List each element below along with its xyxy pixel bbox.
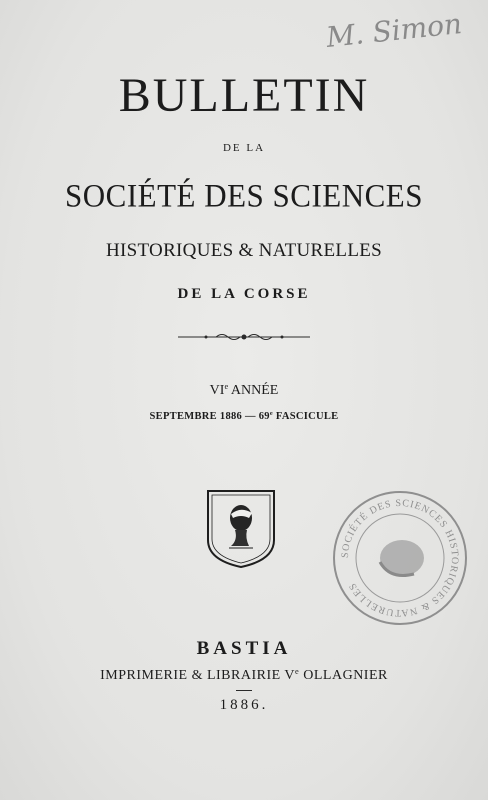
ornamental-rule bbox=[176, 330, 312, 344]
printer-name: OLLAGNIER bbox=[303, 668, 388, 684]
printer-prefix: IMPRIMERIE & LIBRAIRIE V bbox=[100, 668, 296, 684]
year-word: ANNÉE bbox=[230, 383, 279, 399]
stamp-text: SOCIÉTÉ DES SCIENCES HISTORIQUES & NATURELLES bbox=[339, 497, 461, 619]
issue-line bbox=[0, 410, 488, 422]
small-rule bbox=[236, 689, 252, 692]
publication-city: BASTIA bbox=[196, 638, 292, 659]
society-name: SOCIÉTÉ DES SCIENCES bbox=[65, 177, 423, 214]
year-suffix: e bbox=[224, 382, 229, 391]
region-name: DE LA CORSE bbox=[177, 286, 311, 302]
year-number: VI bbox=[209, 383, 225, 399]
printer-suffix: e bbox=[295, 667, 300, 676]
publication-year: 1886. bbox=[219, 697, 269, 713]
issue-date: SEPTEMBRE 1886 — 69 bbox=[149, 410, 270, 422]
issue-suffix: e bbox=[269, 410, 273, 417]
de-la-text: DE LA bbox=[222, 142, 266, 154]
year-volume bbox=[0, 382, 488, 399]
issue-word: FASCICULE bbox=[275, 410, 339, 422]
printer-line bbox=[0, 667, 488, 684]
handwritten-note: M. Simon bbox=[324, 6, 464, 55]
society-subtitle: HISTORIQUES & NATURELLES bbox=[105, 240, 383, 261]
library-stamp bbox=[330, 488, 470, 628]
coat-of-arms-emblem bbox=[205, 488, 277, 570]
bulletin-title: BULLETIN bbox=[118, 69, 370, 122]
